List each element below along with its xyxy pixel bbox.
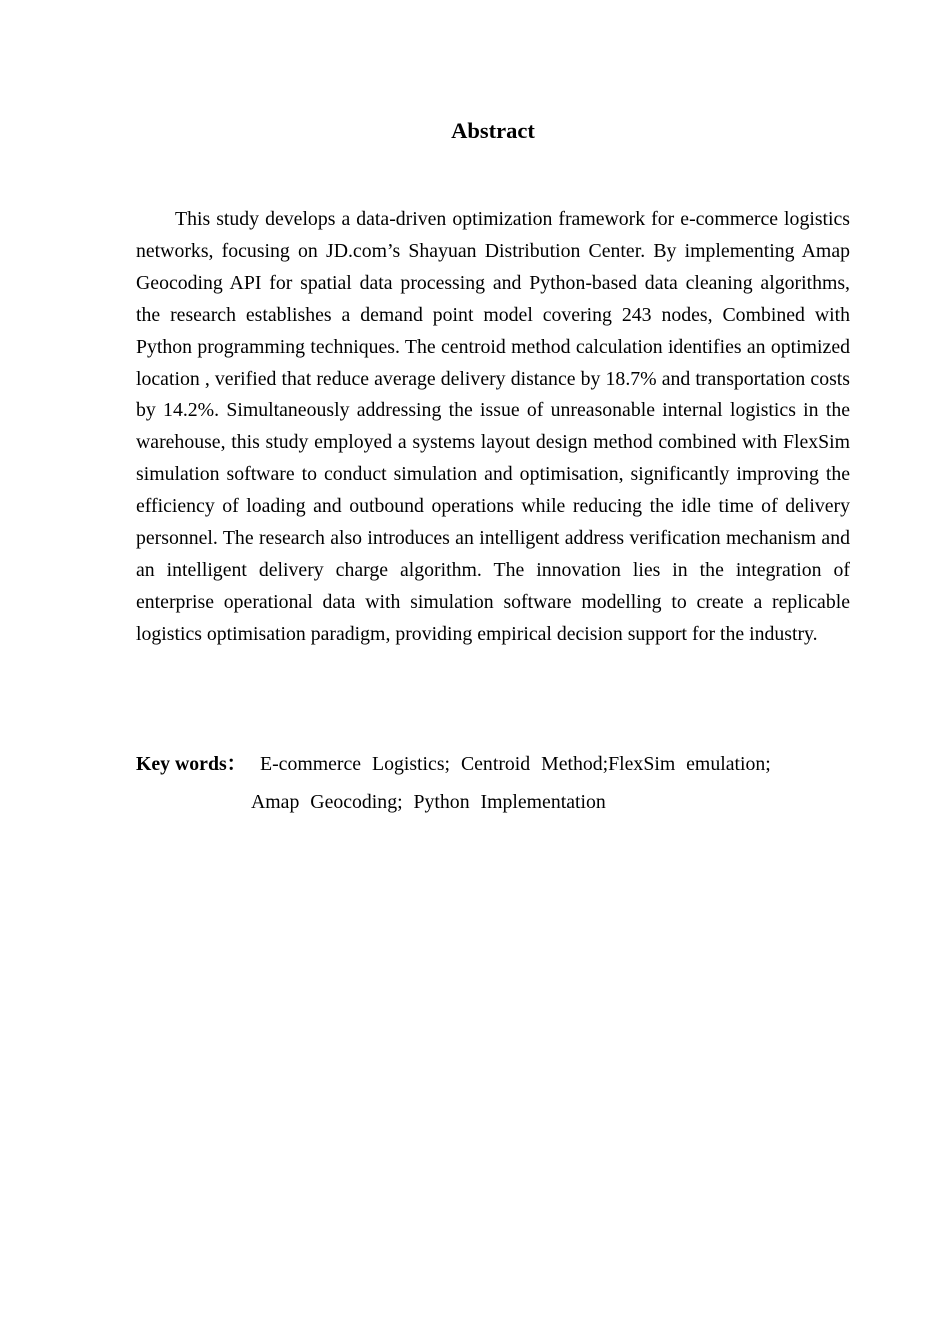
abstract-title: Abstract (451, 118, 535, 143)
abstract-body: This study develops a data-driven optimization framework for e-commerce logistics networks, focusing on JD.com’s Shayuan Distribution Center. By implementing Amap Geocoding API for spatial data processing and Python-based data cleaning algorithms, the research establishes a demand point model covering 243 nodes, Combined with Python programming techniques. The centroid method calculation identifies an optimized location , verified that reduce average delivery distance by 18.7% and transportation costs by 14.2%. Simultaneously addressing the issue of unreasonable internal logistics in the warehouse, this study employed a systems layout design method combined with FlexSim simulation software to conduct simulation and optimisation, significantly improving the efficiency of loading and outbound operations while reducing the idle time of delivery personnel. The research also introduces an intelligent address verification mechanism and an intelligent delivery charge algorithm. The innovation lies in the integration of enterprise operational data with simulation software modelling to create a replicable logistics optimisation paradigm, providing empirical decision support for the industry. (136, 208, 850, 645)
keywords-line-2: Amap Geocoding; Python Implementation (251, 791, 606, 813)
keywords-row (136, 745, 850, 783)
keywords-label: Key words： (136, 753, 247, 775)
keywords-line-1: E-commerce Logistics; Centroid Method;FlexSim emulation; (260, 753, 771, 775)
keywords-section (136, 745, 850, 821)
